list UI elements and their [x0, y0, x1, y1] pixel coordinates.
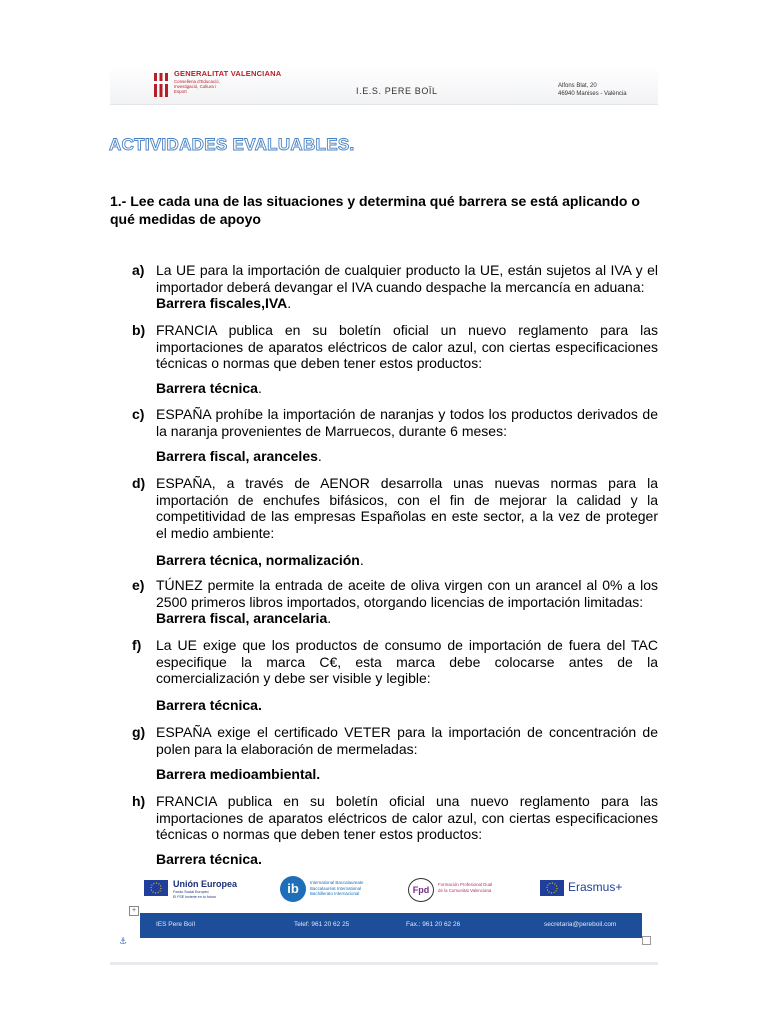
eu-flag-icon — [144, 880, 168, 896]
contact-email[interactable]: secretaria@pereboil.com — [544, 921, 617, 928]
erasmus-label: Erasmus+ — [568, 880, 623, 894]
fpd-text — [438, 882, 492, 893]
eu-text — [173, 879, 237, 900]
contact-tel: Telef: 961 20 62 25 — [294, 921, 350, 928]
eu-sub1: Fondo Social Europeo — [173, 890, 209, 894]
item-answer: Barrera fiscal, arancelaria — [156, 610, 328, 626]
contact-fax: Fax.: 961 20 62 26 — [406, 921, 461, 928]
ib-logo-icon: ib — [280, 876, 306, 902]
fpd-line2: de la Comunitat Valenciana — [438, 887, 492, 893]
item-text: FRANCIA publica en su boletín oficial un nuevo reglamento para las importaciones de aparatos eléctricos de calor azul, con ciertas especificaciones técnicas o normas que deben tener estos productos: — [156, 322, 658, 371]
address-line1: Alfons Blat, 20 — [558, 83, 597, 89]
page-header — [110, 66, 658, 105]
contact-bar — [140, 913, 642, 938]
org-name: GENERALITAT VALENCIANA — [174, 69, 282, 78]
item-text: La UE exige que los productos de consumo de importación de fuera del TAC especifique la marca C€, esta marca debe colocarse antes de la comercialización y debe ser visible y legible: — [156, 637, 658, 686]
item-answer: Barrera técnica. — [156, 697, 262, 713]
erasmus-flag-icon — [540, 880, 564, 896]
ib-text — [310, 880, 363, 897]
fpd-logo-icon: Fpd — [408, 878, 434, 902]
item-label: c) — [132, 406, 145, 422]
ib-line3: Bachillerato Internacional — [310, 891, 360, 897]
item-answer: Barrera fiscales,IVA — [156, 295, 288, 311]
generalitat-text — [174, 70, 281, 94]
eu-sub2: El FSE invierte en tu futuro — [173, 895, 216, 900]
item-answer: Barrera técnica, normalización. — [156, 552, 364, 568]
item-text: La UE para la importación de cualquier producto la UE, están sujetos al IVA y el importador deberá devangar el IVA cuando despache la mercancía en aduana: Barrera fiscales,IVA. — [156, 262, 658, 311]
footer-logos — [140, 872, 648, 912]
item-answer: Barrera técnica. — [156, 851, 262, 867]
page-title: ACTIVIDADES EVALUABLES. — [109, 135, 355, 154]
item-label: d) — [132, 475, 146, 491]
item-text: TÚNEZ permite la entrada de aceite de oliva virgen con un arancel al 0% a los 2500 primeros libros importados, otorgando licencias de importación limitadas: Barrera fiscal, arancelaria. — [156, 577, 658, 626]
item-text: ESPAÑA exige el certificado VETER para la importación de concentración de polen para la elaboración de mermeladas: — [156, 724, 658, 757]
item-text: FRANCIA publica en su boletín oficial una nuevo reglamento para las importaciones de aparatos eléctricos de calor azul, con ciertas especificaciones técnicas o normas que deben tener estos productos: — [156, 793, 658, 842]
ib-line1: International Baccalaureate — [310, 880, 364, 885]
school-address — [558, 82, 627, 98]
table-move-handle-icon[interactable]: + — [129, 906, 139, 916]
org-sub: Conselleria d'Educació, Investigació, Cultura i Esport — [174, 78, 220, 94]
item-label: a) — [132, 262, 145, 278]
item-label: b) — [132, 322, 146, 338]
eu-title: Unión Europea — [173, 879, 238, 889]
item-text: ESPAÑA, a través de AENOR desarrolla unas nuevas normas para la importación de enchufes bifásicos, con el fin de mejorar la calidad y la competitividad de las empresas Españolas en este sector, a la vez de proteger el medio ambiente: — [156, 475, 658, 541]
address-line2: 46940 Manises - València — [558, 91, 627, 98]
item-label: h) — [132, 793, 146, 809]
item-label: f) — [132, 637, 142, 653]
school-name: I.E.S. PERE BOÏL — [356, 86, 438, 96]
contact-school: IES Pere Boïl — [156, 921, 196, 928]
page-divider — [110, 962, 658, 965]
generalitat-logo-icon — [152, 71, 170, 99]
item-text: ESPAÑA prohíbe la importación de naranjas y todos los productos derivados de la naranja provenientes de Marruecos, durante 6 meses: — [156, 406, 658, 439]
item-answer: Barrera técnica. — [156, 380, 262, 396]
anchor-icon: ⚓ — [119, 936, 128, 946]
table-resize-handle-icon[interactable] — [642, 936, 651, 945]
question-heading: 1.- Lee cada una de las situaciones y determina qué barrera se está aplicando o qué medidas de apoyo — [110, 193, 640, 227]
ib-line2: Baccalauréat International — [310, 885, 362, 891]
item-answer: Barrera medioambiental. — [156, 766, 321, 782]
item-answer: Barrera fiscal, aranceles. — [156, 448, 322, 464]
fpd-line1: Formación Profesional Dual — [438, 882, 493, 887]
item-label: g) — [132, 724, 146, 740]
item-label: e) — [132, 577, 145, 593]
